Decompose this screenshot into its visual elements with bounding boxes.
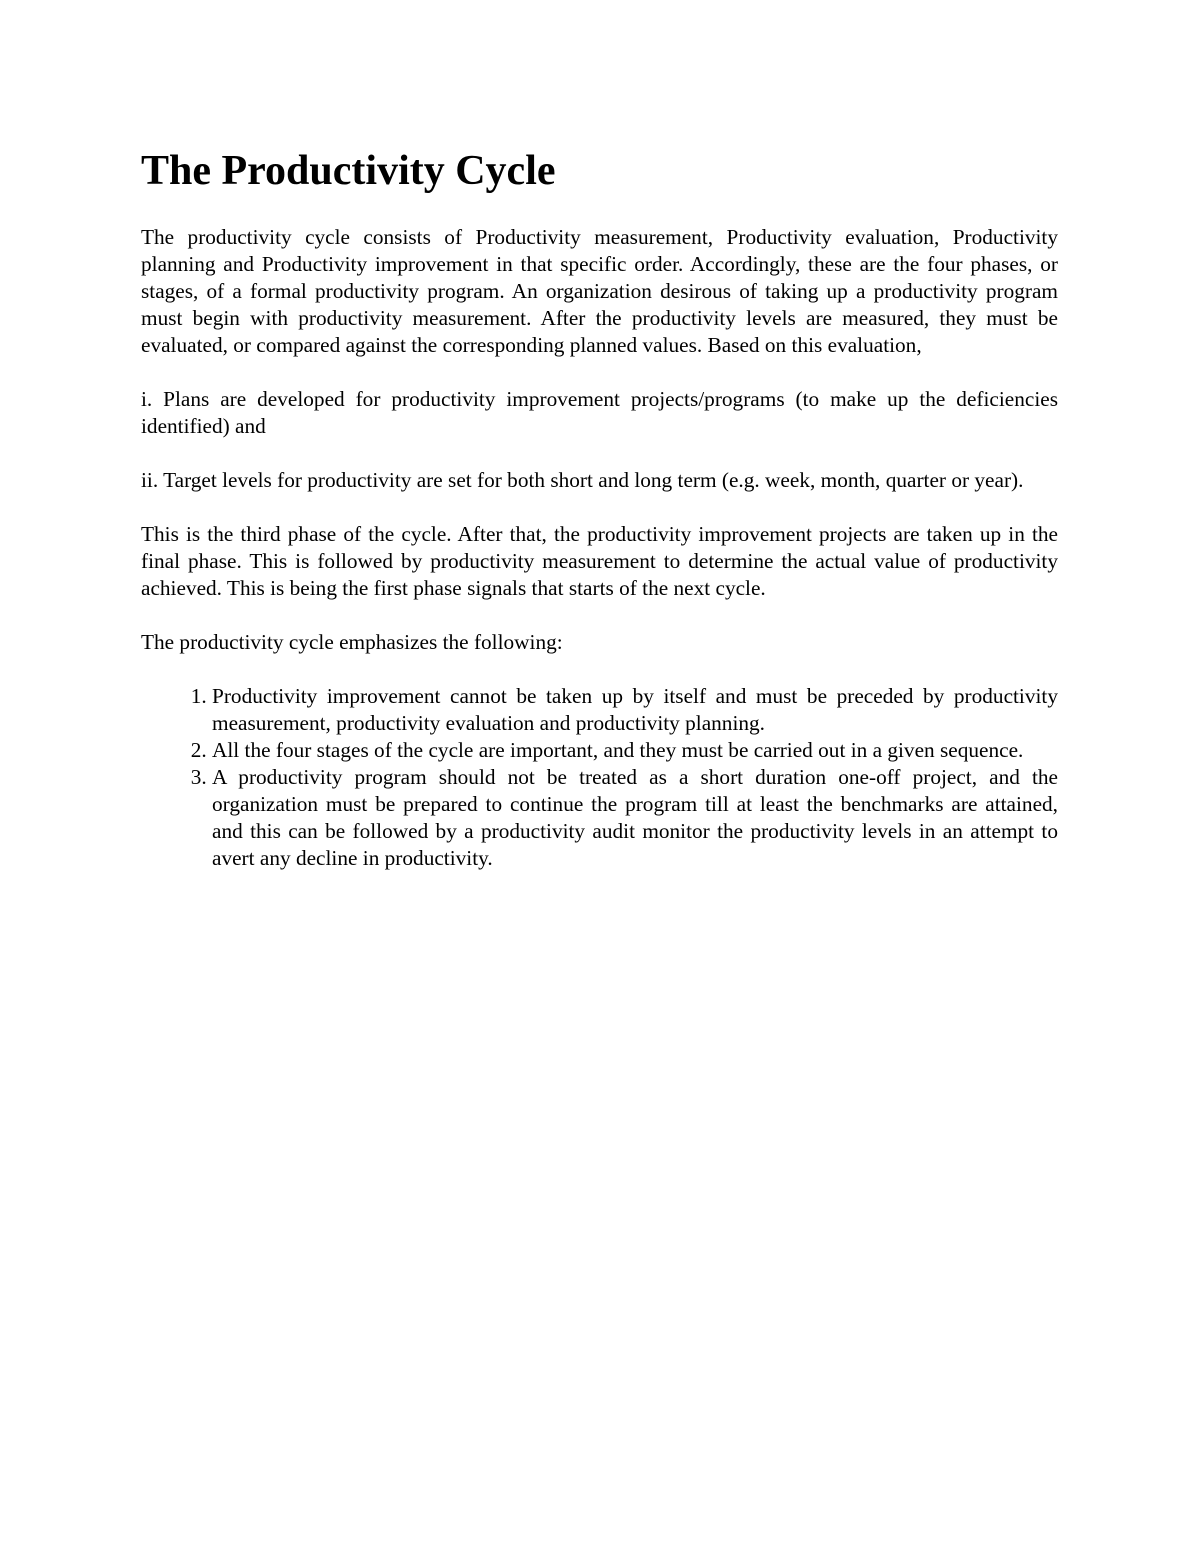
list-item: 2. All the four stages of the cycle are important, and they must be carried out in a given sequence. xyxy=(212,737,1058,764)
point-ii-paragraph: ii. Target levels for productivity are set for both short and long term (e.g. week, month, quarter or year). xyxy=(141,468,1024,492)
intro-paragraph: The productivity cycle consists of Productivity measurement, Productivity evaluation, Productivity planning and Productivity improvement in that specific order. Accordingly, these are the four phases, or stages, of a formal productivity program. An organization desirous of taking up a productivity program must begin with productivity measurement. After the productivity levels are measured, they must be evaluated, or compared against the corresponding planned values. Based on this evaluation, xyxy=(141,225,1058,357)
document-page xyxy=(141,140,1058,872)
emphasis-intro-paragraph: The productivity cycle emphasizes the following: xyxy=(141,630,563,654)
document-title: The Productivity Cycle xyxy=(141,148,556,194)
list-item: 3. A productivity program should not be treated as a short duration one-off project, and the organization must be prepared to continue the program till at least the benchmarks are attained, and this can be followed by a productivity audit monitor the productivity levels in an attempt to avert any decline in productivity. xyxy=(212,764,1058,872)
third-phase-paragraph: This is the third phase of the cycle. After that, the productivity improvement projects are taken up in the final phase. This is followed by productivity measurement to determine the actual value of productivity achieved. This is being the first phase signals that starts of the next cycle. xyxy=(141,522,1058,600)
point-i-paragraph: i. Plans are developed for productivity improvement projects/programs (to make up the deficiencies identified) and xyxy=(141,387,1058,438)
list-item: 1. Productivity improvement cannot be taken up by itself and must be preceded by productivity measurement, productivity evaluation and productivity planning. xyxy=(212,683,1058,737)
emphasis-list xyxy=(141,683,1058,872)
